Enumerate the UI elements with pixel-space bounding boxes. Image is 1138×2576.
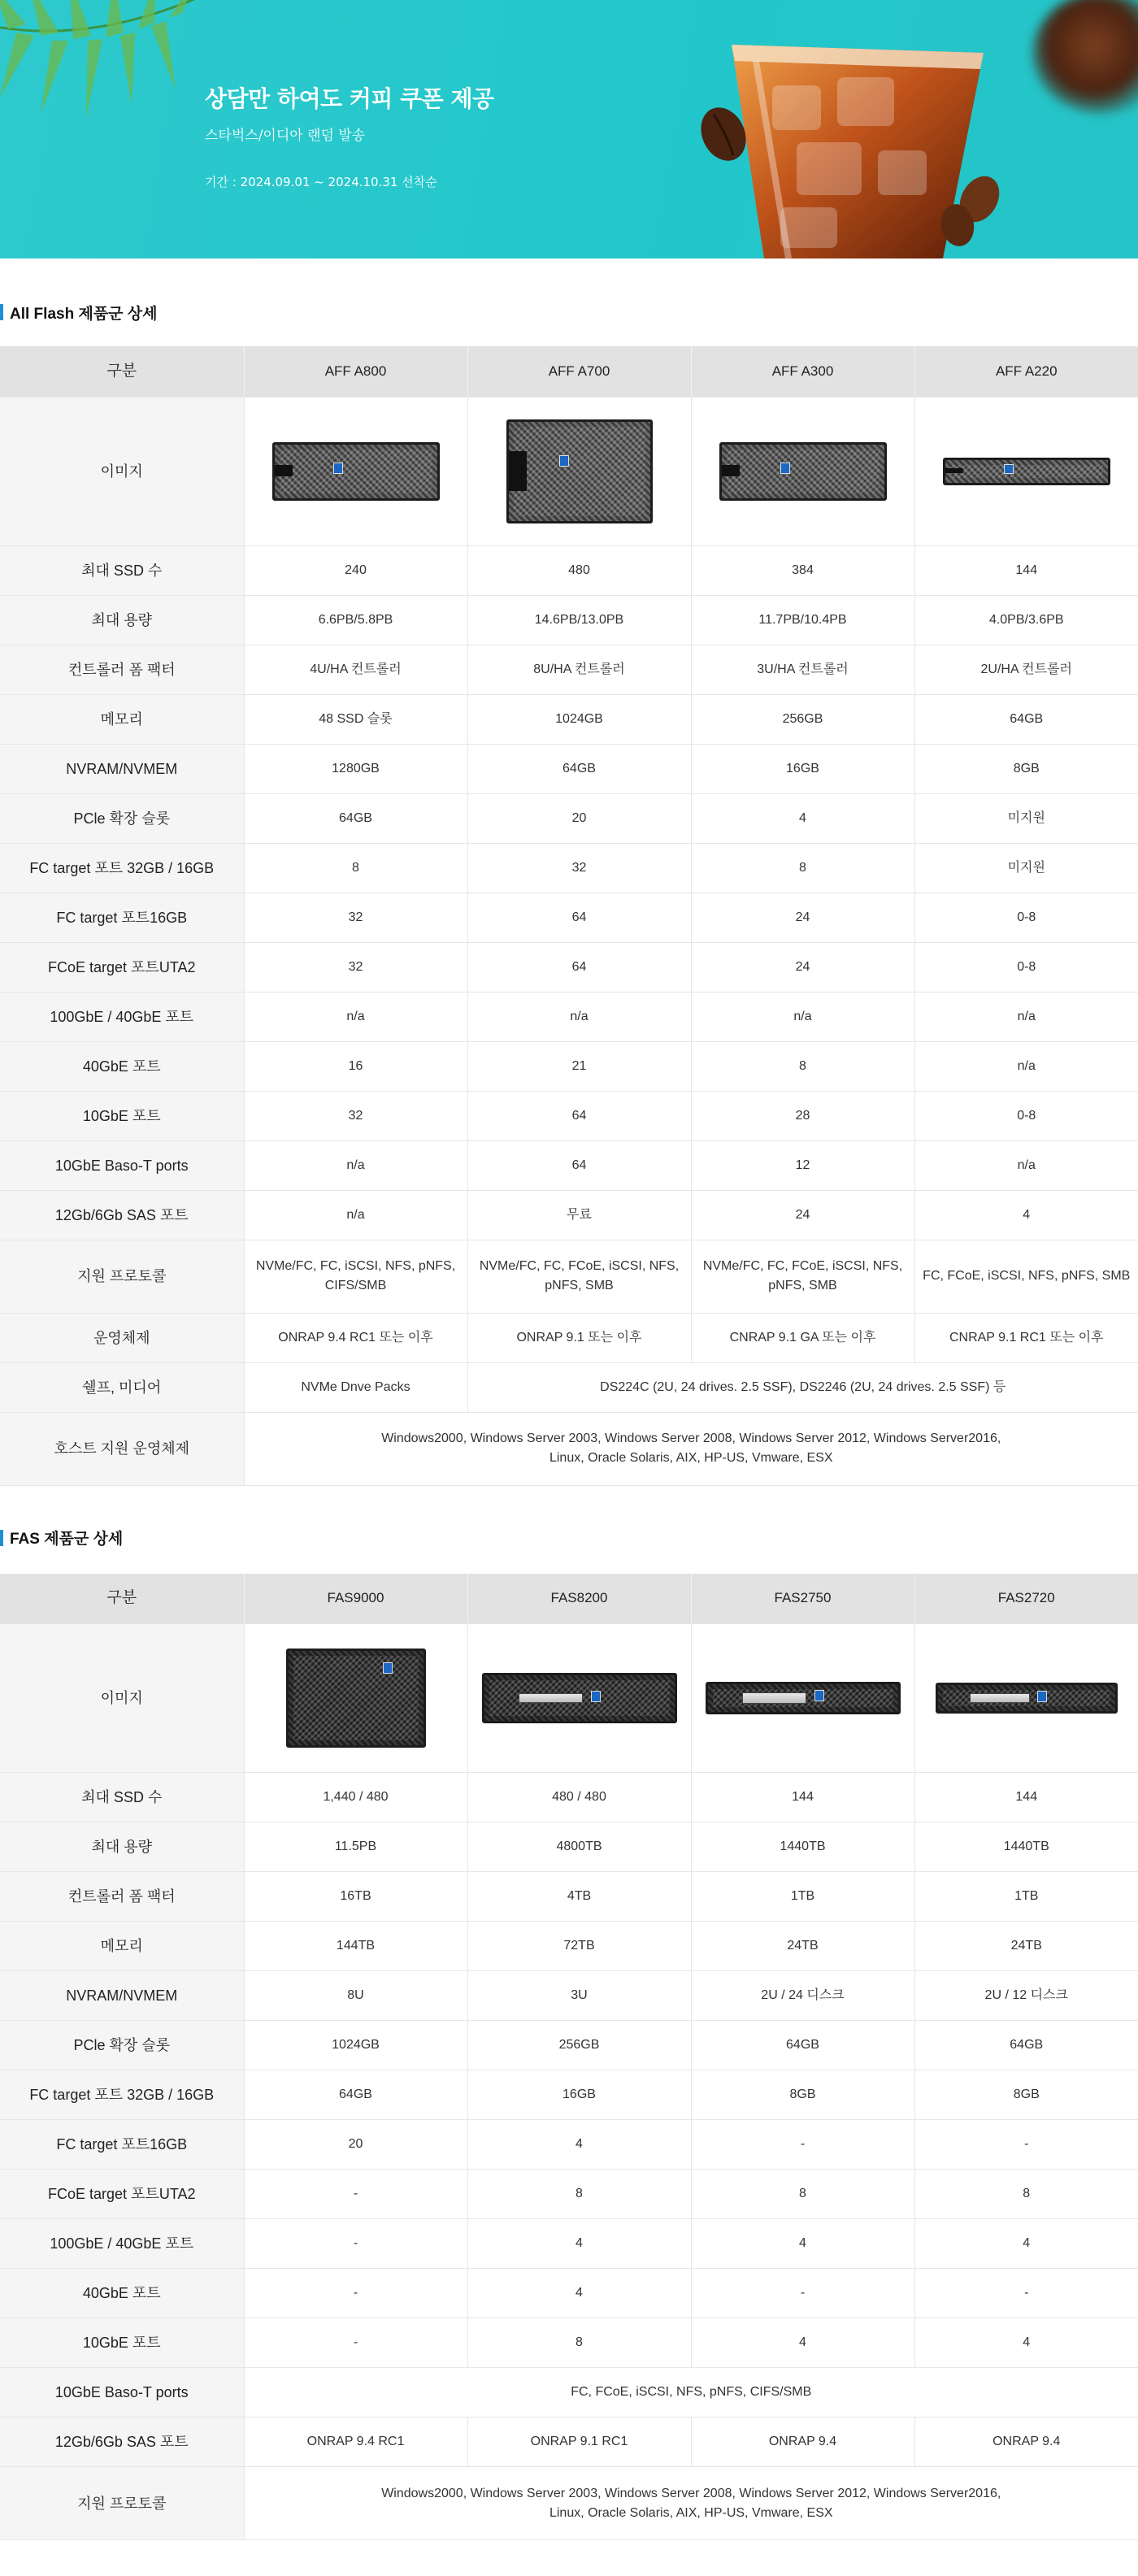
table-cell: 32 xyxy=(244,893,467,942)
table-cell: 24 xyxy=(691,1190,914,1240)
table-cell: 32 xyxy=(244,1091,467,1140)
table-cell: 384 xyxy=(691,545,914,595)
table-header-row xyxy=(0,346,1138,397)
table-cell: 72TB xyxy=(467,1922,691,1971)
table-cell: 8 xyxy=(467,2170,691,2219)
table-cell: 8GB xyxy=(914,2070,1138,2120)
banner-title: 상담만 하여도 커피 쿠폰 제공 xyxy=(205,85,494,112)
table-cell: 4 xyxy=(467,2269,691,2318)
table-cell: 12 xyxy=(691,1140,914,1190)
table-cell: 28 xyxy=(691,1091,914,1140)
table-cell: 24 xyxy=(691,942,914,992)
table-cell: 64GB xyxy=(467,744,691,793)
aff-a800-image xyxy=(272,442,440,501)
table-cell: 1TB xyxy=(691,1872,914,1922)
table-cell: n/a xyxy=(244,992,467,1041)
row-label: FCoE target 포트UTA2 xyxy=(0,2170,244,2219)
table-cell: - xyxy=(914,2269,1138,2318)
row-label: 이미지 xyxy=(0,397,244,545)
table-row xyxy=(0,2467,1138,2540)
row-label: PCle 확장 슬롯 xyxy=(0,793,244,843)
aff-a700-image xyxy=(506,419,653,523)
table-cell: 48 SSD 슬롯 xyxy=(244,694,467,744)
fas8200-image xyxy=(482,1673,677,1723)
row-label: 지원 프로토콜 xyxy=(0,1240,244,1313)
table-cell: 20 xyxy=(244,2120,467,2170)
product-image-cell xyxy=(691,397,914,545)
table-cell: 2U / 12 디스크 xyxy=(914,1971,1138,2021)
table-cell: 480 / 480 xyxy=(467,1773,691,1822)
product-image-cell xyxy=(914,397,1138,545)
table-cell: - xyxy=(244,2318,467,2368)
table-cell: 64GB xyxy=(914,2021,1138,2070)
row-label: PCle 확장 슬롯 xyxy=(0,2021,244,2070)
row-label: 최대 용량 xyxy=(0,1822,244,1872)
row-label: 최대 SSD 수 xyxy=(0,1773,244,1822)
row-label: 12Gb/6Gb SAS 포트 xyxy=(0,2417,244,2467)
table-cell: - xyxy=(244,2170,467,2219)
table-row xyxy=(0,1971,1138,2021)
table-cell: ONRAP 9.4 xyxy=(691,2417,914,2467)
table-row xyxy=(0,1872,1138,1922)
table-cell: - xyxy=(691,2269,914,2318)
row-label: FCoE target 포트UTA2 xyxy=(0,942,244,992)
table-cell: 64 xyxy=(467,1140,691,1190)
table-cell: 64 xyxy=(467,1091,691,1140)
table-row xyxy=(0,893,1138,942)
header-cell: AFF A220 xyxy=(914,346,1138,397)
table-row xyxy=(0,1240,1138,1313)
table-cell: 0-8 xyxy=(914,1091,1138,1140)
table-cell: n/a xyxy=(691,992,914,1041)
protocol-line-2: Linux, Oracle Solaris, AIX, HP-US, Vmware, ESX xyxy=(549,2505,833,2520)
table-cell: 1TB xyxy=(914,1872,1138,1922)
table-cell: - xyxy=(914,2120,1138,2170)
row-label: 100GbE / 40GbE 포트 xyxy=(0,992,244,1041)
header-cell: 구분 xyxy=(0,346,244,397)
header-cell: AFF A700 xyxy=(467,346,691,397)
table-cell: n/a xyxy=(244,1190,467,1240)
table-cell: 8U/HA 컨트롤러 xyxy=(467,645,691,694)
table-row xyxy=(0,2417,1138,2467)
table-cell: 4TB xyxy=(467,1872,691,1922)
table-cell: 8GB xyxy=(914,744,1138,793)
table-cell: ONRAP 9.1 또는 이후 xyxy=(467,1313,691,1362)
table-cell: 21 xyxy=(467,1041,691,1091)
table-cell: 4 xyxy=(467,2120,691,2170)
table-cell: 64 xyxy=(467,893,691,942)
table-cell: 20 xyxy=(467,793,691,843)
table-cell: 8 xyxy=(691,1041,914,1091)
table-cell: 4.0PB/3.6PB xyxy=(914,595,1138,645)
table-cell: 144TB xyxy=(244,1922,467,1971)
table-row xyxy=(0,1313,1138,1362)
row-label: FC target 포트 32GB / 16GB xyxy=(0,843,244,893)
table-cell: 미지원 xyxy=(914,843,1138,893)
table-row xyxy=(0,942,1138,992)
table-cell: 144 xyxy=(914,545,1138,595)
table-cell: 64GB xyxy=(244,2070,467,2120)
table-cell: 11.5PB xyxy=(244,1822,467,1872)
table-cell: 8 xyxy=(691,2170,914,2219)
row-label: NVRAM/NVMEM xyxy=(0,744,244,793)
row-label: 10GbE 포트 xyxy=(0,2318,244,2368)
table-row xyxy=(0,2219,1138,2269)
table-cell: 11.7PB/10.4PB xyxy=(691,595,914,645)
table-cell: 1024GB xyxy=(467,694,691,744)
table-row xyxy=(0,1362,1138,1412)
image-row xyxy=(0,1624,1138,1773)
table-cell: 4 xyxy=(467,2219,691,2269)
row-label: FC target 포트16GB xyxy=(0,2120,244,2170)
promo-banner[interactable] xyxy=(0,0,1138,258)
table-cell: ONRAP 9.4 RC1 xyxy=(244,2417,467,2467)
header-cell: FAS8200 xyxy=(467,1574,691,1624)
table-cell-merged xyxy=(244,1412,1138,1485)
table-cell: CNRAP 9.1 GA 또는 이후 xyxy=(691,1313,914,1362)
table-row xyxy=(0,2318,1138,2368)
table-cell: 8 xyxy=(914,2170,1138,2219)
table-cell: ONRAP 9.1 RC1 xyxy=(467,2417,691,2467)
row-label: 컨트롤러 폼 팩터 xyxy=(0,1872,244,1922)
row-label: 최대 용량 xyxy=(0,595,244,645)
table-cell: 32 xyxy=(467,843,691,893)
row-label: 메모리 xyxy=(0,1922,244,1971)
fas-section-header xyxy=(0,1528,1138,1548)
row-label: 100GbE / 40GbE 포트 xyxy=(0,2219,244,2269)
image-row xyxy=(0,397,1138,545)
table-cell: 3U/HA 컨트롤러 xyxy=(691,645,914,694)
row-label: 운영체제 xyxy=(0,1313,244,1362)
table-row xyxy=(0,1922,1138,1971)
table-cell: 8 xyxy=(691,843,914,893)
table-cell: 8 xyxy=(244,843,467,893)
table-cell: 16TB xyxy=(244,1872,467,1922)
banner-subtitle: 스타벅스/이디아 랜덤 발송 xyxy=(205,128,366,144)
table-cell: 4U/HA 컨트롤러 xyxy=(244,645,467,694)
row-label: 10GbE Baso-T ports xyxy=(0,1140,244,1190)
table-cell: 24TB xyxy=(914,1922,1138,1971)
product-image-cell xyxy=(691,1624,914,1773)
table-cell: NVMe/FC, FC, FCoE, iSCSI, NFS, pNFS, SMB xyxy=(467,1240,691,1313)
table-cell: 2U/HA 컨트롤러 xyxy=(914,645,1138,694)
table-cell: ONRAP 9.4 xyxy=(914,2417,1138,2467)
table-cell: 1440TB xyxy=(914,1822,1138,1872)
table-cell-merged: FC, FCoE, iSCSI, NFS, pNFS, CIFS/SMB xyxy=(244,2368,1138,2417)
table-cell: 4 xyxy=(914,2219,1138,2269)
row-label: 40GbE 포트 xyxy=(0,2269,244,2318)
table-cell: 240 xyxy=(244,545,467,595)
aff-a300-image xyxy=(719,442,887,501)
table-cell: 4 xyxy=(691,2219,914,2269)
table-row xyxy=(0,992,1138,1041)
table-cell: ONRAP 9.4 RC1 또는 이후 xyxy=(244,1313,467,1362)
host-os-line-2: Linux, Oracle Solaris, AIX, HP-US, Vmware, ESX xyxy=(549,1451,833,1465)
table-cell: 32 xyxy=(244,942,467,992)
table-cell: 8U xyxy=(244,1971,467,2021)
table-cell: 0-8 xyxy=(914,893,1138,942)
table-cell: - xyxy=(244,2269,467,2318)
table-cell: 4800TB xyxy=(467,1822,691,1872)
section-accent-bar xyxy=(0,1530,3,1546)
row-label: 컨트롤러 폼 팩터 xyxy=(0,645,244,694)
table-cell: 1024GB xyxy=(244,2021,467,2070)
product-image-cell xyxy=(244,1624,467,1773)
table-cell: 144 xyxy=(691,1773,914,1822)
table-cell: 480 xyxy=(467,545,691,595)
table-row xyxy=(0,595,1138,645)
fas-section-title: FAS 제품군 상세 xyxy=(10,1531,124,1548)
table-row xyxy=(0,1190,1138,1240)
table-cell: 1440TB xyxy=(691,1822,914,1872)
row-label: 이미지 xyxy=(0,1624,244,1773)
host-os-line-1: Windows2000, Windows Server 2003, Windows Server 2008, Windows Server 2012, Windows Server2016, xyxy=(381,1431,1001,1445)
table-cell: 16GB xyxy=(691,744,914,793)
row-label: FC target 포트16GB xyxy=(0,893,244,942)
fas9000-image xyxy=(286,1649,426,1748)
product-image-cell xyxy=(467,397,691,545)
row-label: 호스트 지원 운영체제 xyxy=(0,1412,244,1485)
table-cell: 16 xyxy=(244,1041,467,1091)
table-cell: 8GB xyxy=(691,2070,914,2120)
table-cell: 16GB xyxy=(467,2070,691,2120)
table-cell: 64GB xyxy=(691,2021,914,2070)
table-row xyxy=(0,545,1138,595)
product-image-cell xyxy=(914,1624,1138,1773)
table-cell: 1,440 / 480 xyxy=(244,1773,467,1822)
table-cell: FC, FCoE, iSCSI, NFS, pNFS, SMB xyxy=(914,1240,1138,1313)
table-cell: 2U / 24 디스크 xyxy=(691,1971,914,2021)
section-accent-bar xyxy=(0,304,3,320)
header-cell: FAS9000 xyxy=(244,1574,467,1624)
table-cell: 64GB xyxy=(244,793,467,843)
table-header-row xyxy=(0,1574,1138,1624)
table-cell: n/a xyxy=(467,992,691,1041)
table-row xyxy=(0,2170,1138,2219)
table-cell: 1280GB xyxy=(244,744,467,793)
table-cell: NVMe/FC, FC, iSCSI, NFS, pNFS, CIFS/SMB xyxy=(244,1240,467,1313)
table-row xyxy=(0,1091,1138,1140)
table-cell: 256GB xyxy=(691,694,914,744)
fas-spec-table xyxy=(0,1574,1138,2541)
table-row xyxy=(0,1822,1138,1872)
banner-period: 기간 : 2024.09.01 ~ 2024.10.31 선착순 xyxy=(205,175,437,189)
row-label: 쉘프, 미디어 xyxy=(0,1362,244,1412)
table-cell: 64GB xyxy=(914,694,1138,744)
product-image-cell xyxy=(244,397,467,545)
table-cell: 4 xyxy=(914,1190,1138,1240)
row-label: 메모리 xyxy=(0,694,244,744)
table-row xyxy=(0,1140,1138,1190)
row-label: 40GbE 포트 xyxy=(0,1041,244,1091)
protocol-line-1: Windows2000, Windows Server 2003, Windows Server 2008, Windows Server 2012, Windows Server2016, xyxy=(381,2486,1001,2500)
row-label: 10GbE 포트 xyxy=(0,1091,244,1140)
aff-section-title: All Flash 제품군 상세 xyxy=(10,305,158,323)
table-cell: - xyxy=(691,2120,914,2170)
header-cell: FAS2720 xyxy=(914,1574,1138,1624)
table-cell: 256GB xyxy=(467,2021,691,2070)
coffee-bean-blur xyxy=(1032,0,1138,114)
table-row xyxy=(0,645,1138,694)
table-cell: 24TB xyxy=(691,1922,914,1971)
table-cell: 24 xyxy=(691,893,914,942)
table-cell: 6.6PB/5.8PB xyxy=(244,595,467,645)
row-label: FC target 포트 32GB / 16GB xyxy=(0,2070,244,2120)
table-cell: 4 xyxy=(691,793,914,843)
table-cell: 4 xyxy=(914,2318,1138,2368)
table-row xyxy=(0,793,1138,843)
table-row xyxy=(0,694,1138,744)
table-cell: 64 xyxy=(467,942,691,992)
table-cell-merged: DS224C (2U, 24 drives. 2.5 SSF), DS2246 (2U, 24 drives. 2.5 SSF) 등 xyxy=(467,1362,1138,1412)
fas2720-image xyxy=(936,1683,1118,1714)
row-label: 지원 프로토콜 xyxy=(0,2467,244,2540)
row-label: 12Gb/6Gb SAS 포트 xyxy=(0,1190,244,1240)
table-cell: 4 xyxy=(691,2318,914,2368)
iced-coffee-cup-image xyxy=(699,12,1008,258)
product-image-cell xyxy=(467,1624,691,1773)
table-row xyxy=(0,1773,1138,1822)
table-row xyxy=(0,2269,1138,2318)
table-cell: 0-8 xyxy=(914,942,1138,992)
aff-section-header xyxy=(0,302,1138,322)
aff-a220-image xyxy=(943,458,1110,485)
row-label: 최대 SSD 수 xyxy=(0,545,244,595)
table-row xyxy=(0,843,1138,893)
header-cell: FAS2750 xyxy=(691,1574,914,1624)
table-cell: 8 xyxy=(467,2318,691,2368)
table-row xyxy=(0,2070,1138,2120)
table-row xyxy=(0,2021,1138,2070)
table-cell: n/a xyxy=(914,1041,1138,1091)
table-cell: - xyxy=(244,2219,467,2269)
row-label: 10GbE Baso-T ports xyxy=(0,2368,244,2417)
table-row xyxy=(0,2368,1138,2417)
row-label: NVRAM/NVMEM xyxy=(0,1971,244,2021)
header-cell: AFF A800 xyxy=(244,346,467,397)
banner-text-block xyxy=(205,81,494,190)
table-cell: NVMe Dnve Packs xyxy=(244,1362,467,1412)
table-row xyxy=(0,744,1138,793)
table-cell: 3U xyxy=(467,1971,691,2021)
table-cell: NVMe/FC, FC, FCoE, iSCSI, NFS, pNFS, SMB xyxy=(691,1240,914,1313)
table-cell: 144 xyxy=(914,1773,1138,1822)
aff-spec-rows xyxy=(0,545,1138,1240)
aff-spec-table xyxy=(0,346,1138,1486)
table-row xyxy=(0,1412,1138,1485)
table-cell: CNRAP 9.1 RC1 또는 이후 xyxy=(914,1313,1138,1362)
table-cell: n/a xyxy=(914,1140,1138,1190)
table-row xyxy=(0,2120,1138,2170)
header-cell: AFF A300 xyxy=(691,346,914,397)
table-row xyxy=(0,1041,1138,1091)
table-cell: n/a xyxy=(914,992,1138,1041)
table-cell: 14.6PB/13.0PB xyxy=(467,595,691,645)
table-cell: 무료 xyxy=(467,1190,691,1240)
table-cell: n/a xyxy=(244,1140,467,1190)
fas2750-image xyxy=(706,1682,901,1714)
header-cell: 구분 xyxy=(0,1574,244,1624)
table-cell: 미지원 xyxy=(914,793,1138,843)
fas-spec-rows xyxy=(0,1773,1138,2368)
table-cell-merged xyxy=(244,2467,1138,2540)
